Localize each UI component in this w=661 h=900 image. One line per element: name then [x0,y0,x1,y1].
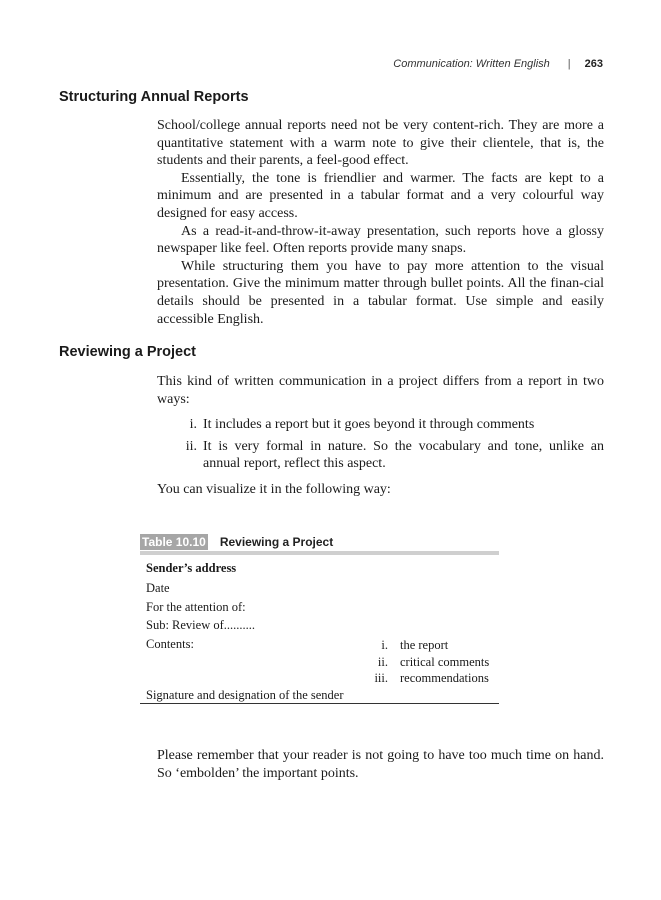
visualize-text: You can visualize it in the following way: [157,482,391,497]
table-date: Date [146,581,170,595]
paragraph: School/college annual reports need not be very content-rich. They are more a quantitative statement with a warm note to give their clientele, that is, the students and their parents, a feel-good effect. [157,118,604,169]
table-label: Table 10.10 [142,535,206,549]
table-title: Reviewing a Project [219,535,334,549]
paragraph: Please remember that your reader is not going to have too much time on hand. So ‘embolden’ the important points. [157,748,604,781]
running-head-title: Communication: Written English [393,58,550,70]
table-contents-label: Contents: [146,637,194,651]
list-item [172,438,604,473]
table-subject: Sub: Review of.......... [146,618,256,632]
list-item-number: ii. [185,438,197,454]
table-attention: For the attention of: [146,600,246,614]
table-contents-item [362,654,489,671]
table-top-rule [140,551,499,555]
table-signature: Signature and designation of the sender [146,688,344,702]
table-contents-list [362,637,489,687]
table-contents-item-number: ii. [377,654,388,669]
running-head [393,58,603,70]
closing-paragraph [157,747,604,782]
table-sender-address: Sender’s address [146,561,237,575]
page-number: 263 [584,58,603,70]
table-contents-item-number: i. [381,638,388,652]
table-bottom-rule [140,703,499,704]
list-item-number: i. [189,417,197,432]
annual-reports-body [157,117,604,328]
table-contents-item-text: critical comments [400,654,490,669]
list-item [172,416,604,434]
section-heading-annual-reports: Structuring Annual Reports [59,89,249,105]
section-heading-reviewing-project: Reviewing a Project [59,344,196,360]
review-intro [157,373,604,408]
table-contents-item-number: iii. [374,671,388,685]
running-head-separator: | [567,58,571,70]
table-contents-item [362,670,489,687]
paragraph: Essentially, the tone is friendlier and warmer. The facts are kept to a minimum and are presented in a tabular format and a very colourful way designed for easy access. [157,170,604,221]
list-item-text: It is very formal in nature. So the vocabulary and tone, unlike an annual report, reflect this aspect. [203,438,604,472]
table-contents-item-text: the report [400,638,449,652]
paragraph: As a read-it-and-throw-it-away presentation, such reports hove a glossy newspaper like feel. Often reports provide many snaps. [157,223,604,257]
list-item-text: It includes a report but it goes beyond it through comments [203,417,535,432]
paragraph: This kind of written communication in a project differs from a report in two ways: [157,374,604,407]
table-contents-item [362,637,489,654]
review-list [172,416,604,477]
table-contents-item-text: recommendations [400,671,489,685]
paragraph: While structuring them you have to pay more attention to the visual presentation. Give the minimum matter through bullet points. All the finan-cial details should be presented in a tabular format. Use simple and easily accessible English. [157,258,604,327]
table-caption [140,534,499,550]
